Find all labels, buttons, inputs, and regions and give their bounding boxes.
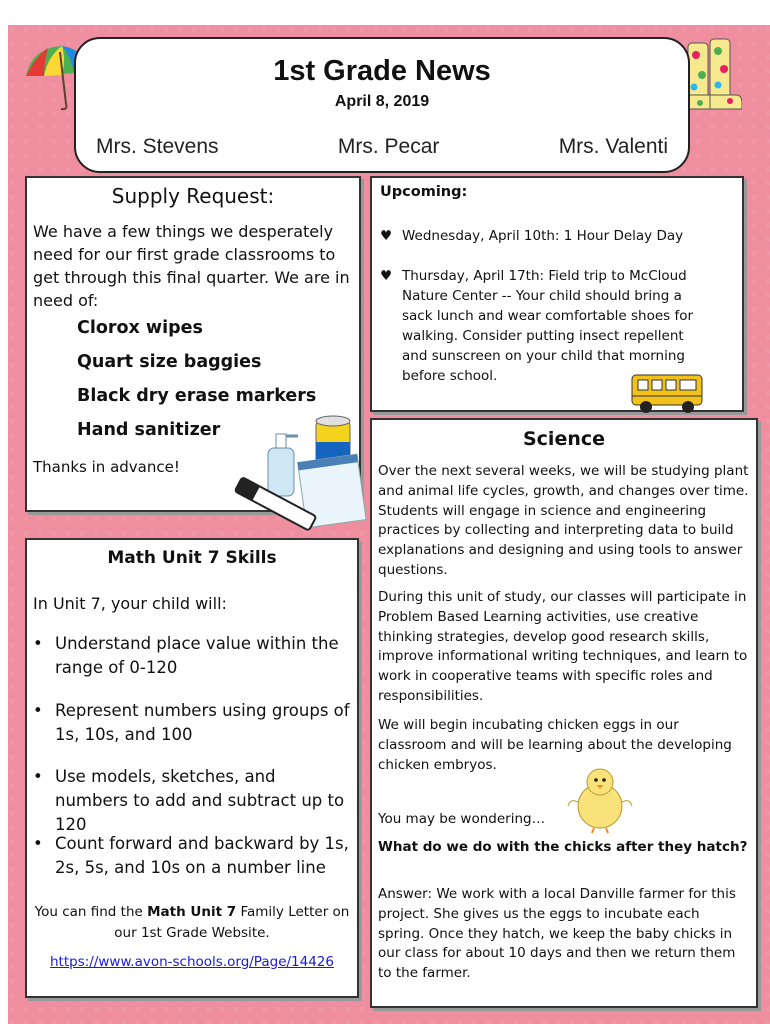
science-paragraph: Over the next several weeks, we will be studying plant and animal life cycles, growth, and changes over time. Students will engage in science and engineering practices by collecting and interpreting data to build explanations and designing and using tools to answer questions. <box>378 463 749 578</box>
math-skill-text: Understand place value within the range of 0-120 <box>55 634 339 677</box>
supplies-icon <box>232 412 370 544</box>
upcoming-heading: Upcoming: <box>380 184 468 200</box>
supply-item: Clorox wipes <box>77 318 203 338</box>
math-footer-text: Family Letter on our 1st Grade Website. <box>114 904 350 941</box>
math-skill-item: • Use models, sketches, and numbers to add and subtract up to 120 <box>33 765 353 832</box>
science-paragraph: During this unit of study, our classes will participate in Problem Based Learning activities, use creative thinking strategies, develop good research skills, improve informational writing techniques, and learn to work in cooperative teams with specific roles and responsibilities. <box>378 589 748 704</box>
teacher-name: Mrs. Valenti <box>558 135 668 158</box>
math-skill-text: Represent numbers using groups of 1s, 10s, and 100 <box>55 701 350 744</box>
event-text: Thursday, April 17th: Field trip to McCloud Nature Center -- Your child should bring a sack lunch and wear comfortable shoes for walking. Consider putting insect repellent and sunscreen on your child that morning before school. <box>402 268 694 384</box>
science-box <box>370 418 758 1008</box>
supply-heading: Supply Request: <box>111 184 275 208</box>
supply-item: Black dry erase markers <box>77 386 317 406</box>
math-skill-item: • Represent numbers using groups of 1s, 10s, and 100 <box>33 699 353 765</box>
math-skill-item: • Understand place value within the range of 0-120 <box>33 632 353 699</box>
math-footer <box>33 902 351 944</box>
event-text: Wednesday, April 10th: 1 Hour Delay Day <box>402 228 684 244</box>
upcoming-event <box>380 266 702 386</box>
math-skill-text: Use models, sketches, and numbers to add and subtract up to 120 <box>55 767 345 834</box>
math-footer-text: You can find the <box>34 904 148 920</box>
teacher-names <box>96 135 668 159</box>
science-wondering: You may be wondering… <box>378 811 546 827</box>
supply-item: Hand sanitizer <box>77 420 221 440</box>
teacher-name: Mrs. Stevens <box>96 135 219 158</box>
math-box <box>25 538 359 998</box>
page-title: 1st Grade News <box>273 55 491 87</box>
math-skill-list <box>33 632 353 880</box>
supply-item: Quart size baggies <box>77 352 262 372</box>
science-heading: Science <box>522 428 606 450</box>
math-skill-text: Count forward and backward by 1s, 2s, 5s, and 10s on a number line <box>55 834 349 877</box>
math-intro: In Unit 7, your child will: <box>33 594 227 613</box>
science-question: What do we do with the chicks after they hatch? <box>378 839 748 855</box>
upcoming-event <box>380 226 702 246</box>
math-heading: Math Unit 7 Skills <box>107 548 277 568</box>
math-footer-bold: Math Unit 7 <box>147 904 237 920</box>
header-card <box>74 37 690 173</box>
teacher-name: Mrs. Pecar <box>337 135 440 158</box>
heart-icon: ♥ <box>380 228 393 244</box>
supply-thanks: Thanks in advance! <box>33 458 180 476</box>
science-paragraph: We will begin incubating chicken eggs in our classroom and will be learning about the developing chicken embryos. <box>378 717 732 773</box>
science-answer: Answer: We work with a local Danville farmer for this project. She gives us the eggs to incubate each spring. Once they hatch, we keep the baby chicks in our class for about 10 days and then we return them to the farmer. <box>378 886 736 982</box>
supply-intro: We have a few things we desperately need for our first grade classrooms to get through this final quarter. We are in need of: <box>33 222 350 310</box>
chick-icon <box>566 762 634 834</box>
school-bus-icon <box>630 371 706 417</box>
math-skill-item: • Count forward and backward by 1s, 2s, 5s, and 10s on a number line <box>33 832 353 880</box>
heart-icon: ♥ <box>380 268 393 284</box>
newsletter-date: April 8, 2019 <box>334 93 430 110</box>
website-link[interactable]: https://www.avon-schools.org/Page/14426 <box>50 954 334 970</box>
